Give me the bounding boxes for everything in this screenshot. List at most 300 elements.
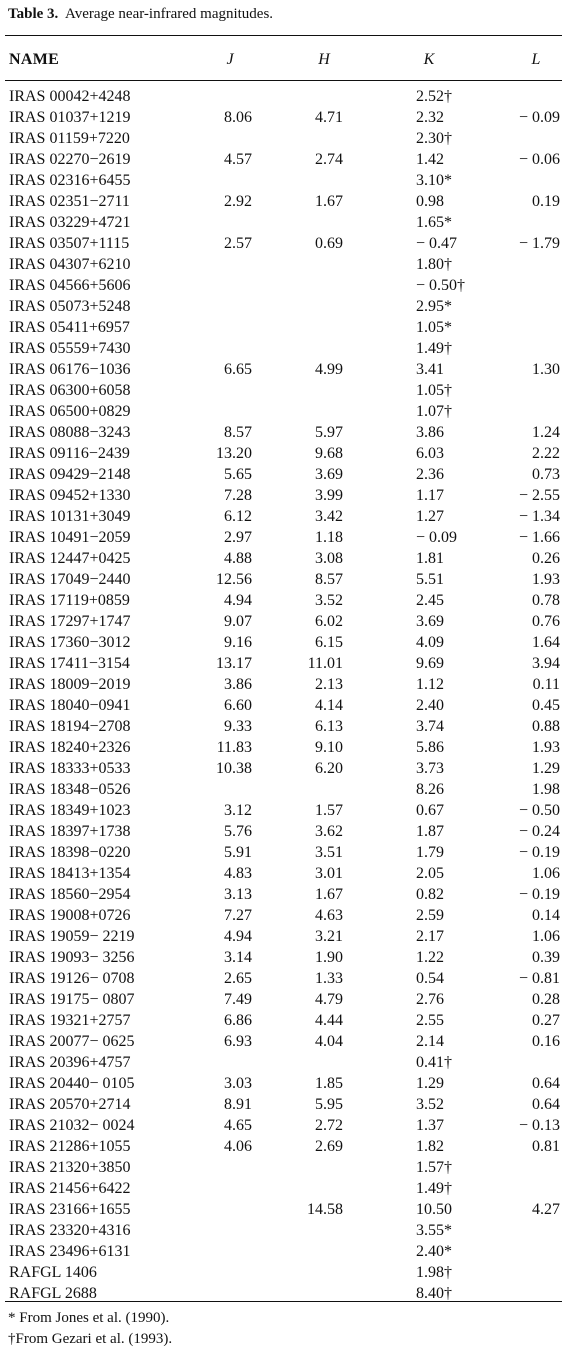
cell-l: 1.29 — [532, 760, 560, 777]
table-row — [0, 821, 570, 842]
cell-l: 0.64 — [532, 1075, 560, 1092]
cell-k: 1.49† — [416, 340, 452, 357]
cell-l: − 1.66 — [518, 529, 560, 546]
cell-h: 3.01 — [315, 865, 343, 882]
cell-k: 4.09 — [416, 634, 444, 651]
cell-h: 3.08 — [315, 550, 343, 567]
table-row — [0, 401, 570, 422]
table-row — [0, 569, 570, 590]
cell-l: 0.28 — [532, 991, 560, 1008]
cell-name: IRAS 10491−2059 — [9, 529, 131, 546]
cell-j: 8.91 — [224, 1096, 252, 1113]
cell-k: 1.79 — [416, 844, 444, 861]
cell-name: IRAS 19093− 3256 — [9, 949, 135, 966]
footnote-mark-dagger: † — [8, 1331, 16, 1347]
cell-l: 0.64 — [532, 1096, 560, 1113]
cell-l: − 0.19 — [518, 886, 560, 903]
cell-name: IRAS 20077− 0625 — [9, 1033, 135, 1050]
cell-k: − 0.47 — [416, 235, 458, 252]
cell-name: IRAS 19321+2757 — [9, 1012, 131, 1029]
cell-j: 3.14 — [224, 949, 252, 966]
cell-k: 2.40* — [416, 1243, 452, 1260]
cell-h: 3.99 — [315, 487, 343, 504]
cell-name: IRAS 19059− 2219 — [9, 928, 135, 945]
table-row — [0, 527, 570, 548]
cell-k: 3.69 — [416, 613, 444, 630]
table-row — [0, 212, 570, 233]
cell-k: 1.07† — [416, 403, 452, 420]
table-row — [0, 632, 570, 653]
table-row — [0, 275, 570, 296]
cell-h: 4.14 — [315, 697, 343, 714]
cell-l: 1.06 — [532, 928, 560, 945]
cell-h: 1.67 — [315, 886, 343, 903]
cell-name: IRAS 06176−1036 — [9, 361, 131, 378]
cell-k: 2.14 — [416, 1033, 444, 1050]
cell-j: 4.94 — [224, 928, 252, 945]
cell-k: 1.37 — [416, 1117, 444, 1134]
table-row — [0, 296, 570, 317]
cell-l: 0.16 — [532, 1033, 560, 1050]
table-row — [0, 716, 570, 737]
cell-l: 1.24 — [532, 424, 560, 441]
cell-j: 4.88 — [224, 550, 252, 567]
cell-k: 8.26 — [416, 781, 444, 798]
cell-k: 3.55* — [416, 1222, 452, 1239]
cell-k: 2.17 — [416, 928, 444, 945]
cell-j: 6.12 — [224, 508, 252, 525]
cell-k: 2.59 — [416, 907, 444, 924]
cell-h: 2.13 — [315, 676, 343, 693]
cell-k: 1.98† — [416, 1264, 452, 1281]
cell-j: 5.76 — [224, 823, 252, 840]
table-row — [0, 1262, 570, 1283]
cell-name: IRAS 19126− 0708 — [9, 970, 135, 987]
cell-j: 3.86 — [224, 676, 252, 693]
cell-h: 6.13 — [315, 718, 343, 735]
cell-h: 6.15 — [315, 634, 343, 651]
cell-name: IRAS 20570+2714 — [9, 1096, 131, 1113]
cell-l: 4.27 — [532, 1201, 560, 1218]
cell-l: 0.19 — [532, 193, 560, 210]
table-row — [0, 1241, 570, 1262]
cell-k: 1.05† — [416, 382, 452, 399]
cell-k: 1.27 — [416, 508, 444, 525]
cell-name: IRAS 21456+6422 — [9, 1180, 131, 1197]
footnote-mark-star: * — [8, 1310, 16, 1326]
table-row — [0, 1115, 570, 1136]
cell-name: IRAS 05411+6957 — [9, 319, 130, 336]
cell-k: 6.03 — [416, 445, 444, 462]
table-row — [0, 191, 570, 212]
cell-h: 5.95 — [315, 1096, 343, 1113]
header-h: H — [318, 51, 330, 68]
cell-k: 1.49† — [416, 1180, 452, 1197]
cell-k: 0.67 — [416, 802, 444, 819]
cell-k: 0.98 — [416, 193, 444, 210]
cell-name: IRAS 05073+5248 — [9, 298, 131, 315]
cell-k: 0.41† — [416, 1054, 452, 1071]
table-row — [0, 485, 570, 506]
cell-name: RAFGL 1406 — [9, 1264, 97, 1281]
table-caption — [8, 5, 273, 23]
cell-k: − 0.50† — [416, 277, 466, 294]
cell-h: 3.51 — [315, 844, 343, 861]
cell-l: − 1.34 — [518, 508, 560, 525]
cell-l: 0.45 — [532, 697, 560, 714]
table-row — [0, 548, 570, 569]
cell-j: 9.33 — [224, 718, 252, 735]
cell-k: 5.51 — [416, 571, 444, 588]
table-row — [0, 674, 570, 695]
cell-name: IRAS 17360−3012 — [9, 634, 131, 651]
header-j: J — [226, 51, 234, 68]
table-row — [0, 968, 570, 989]
cell-h: 9.68 — [315, 445, 343, 462]
header-k: K — [423, 51, 435, 68]
cell-l: 0.11 — [532, 676, 560, 693]
table-row — [0, 1094, 570, 1115]
cell-k: 0.82 — [416, 886, 444, 903]
cell-name: IRAS 17411−3154 — [9, 655, 130, 672]
cell-l: − 0.06 — [518, 151, 560, 168]
cell-j: 6.93 — [224, 1033, 252, 1050]
cell-name: IRAS 03229+4721 — [9, 214, 131, 231]
cell-h: 3.52 — [315, 592, 343, 609]
cell-j: 4.06 — [224, 1138, 252, 1155]
cell-l: − 0.13 — [518, 1117, 560, 1134]
cell-h: 0.69 — [315, 235, 343, 252]
cell-name: IRAS 12447+0425 — [9, 550, 131, 567]
cell-k: 1.65* — [416, 214, 452, 231]
cell-h: 3.62 — [315, 823, 343, 840]
caption-text: Average near-infrared magnitudes. — [64, 6, 274, 22]
cell-l: 0.26 — [532, 550, 560, 567]
cell-h: 4.99 — [315, 361, 343, 378]
table-row — [0, 1031, 570, 1052]
cell-name: IRAS 17049−2440 — [9, 571, 131, 588]
cell-k: 2.36 — [416, 466, 444, 483]
table-row — [0, 107, 570, 128]
cell-h: 2.72 — [315, 1117, 343, 1134]
cell-j: 6.60 — [224, 697, 252, 714]
cell-name: IRAS 04307+6210 — [9, 256, 131, 273]
cell-k: 1.05* — [416, 319, 452, 336]
cell-l: 0.78 — [532, 592, 560, 609]
cell-name: IRAS 23166+1655 — [9, 1201, 131, 1218]
cell-j: 9.16 — [224, 634, 252, 651]
cell-k: 5.86 — [416, 739, 444, 756]
cell-l: − 0.09 — [518, 109, 560, 126]
cell-l: 1.93 — [532, 739, 560, 756]
cell-k: 2.05 — [416, 865, 444, 882]
cell-k: 2.30† — [416, 130, 452, 147]
cell-k: 2.40 — [416, 697, 444, 714]
cell-k: 1.22 — [416, 949, 444, 966]
table-row — [0, 737, 570, 758]
table-row — [0, 905, 570, 926]
cell-h: 2.74 — [315, 151, 343, 168]
cell-h: 1.67 — [315, 193, 343, 210]
footnote-jones — [8, 1308, 172, 1329]
cell-j: 4.57 — [224, 151, 252, 168]
footnotes — [8, 1308, 172, 1350]
cell-h: 3.69 — [315, 466, 343, 483]
cell-name: IRAS 09429−2148 — [9, 466, 131, 483]
cell-j: 3.12 — [224, 802, 252, 819]
cell-k: 2.55 — [416, 1012, 444, 1029]
cell-k: 0.54 — [416, 970, 444, 987]
cell-k: 3.41 — [416, 361, 444, 378]
table-row — [0, 254, 570, 275]
cell-name: IRAS 21032− 0024 — [9, 1117, 135, 1134]
table-row — [0, 380, 570, 401]
cell-name: IRAS 18240+2326 — [9, 739, 131, 756]
cell-l: 2.22 — [532, 445, 560, 462]
table-row — [0, 1220, 570, 1241]
cell-name: IRAS 09452+1330 — [9, 487, 131, 504]
bottom-rule — [5, 1301, 562, 1302]
table-row — [0, 86, 570, 107]
table-row — [0, 884, 570, 905]
cell-j: 5.65 — [224, 466, 252, 483]
table-row — [0, 359, 570, 380]
cell-l: 3.94 — [532, 655, 560, 672]
cell-j: 8.06 — [224, 109, 252, 126]
cell-name: IRAS 18333+0533 — [9, 760, 131, 777]
cell-h: 3.21 — [315, 928, 343, 945]
cell-h: 1.18 — [315, 529, 343, 546]
cell-h: 2.69 — [315, 1138, 343, 1155]
cell-k: 2.45 — [416, 592, 444, 609]
cell-name: IRAS 18348−0526 — [9, 781, 131, 798]
cell-name: IRAS 02270−2619 — [9, 151, 131, 168]
cell-j: 4.94 — [224, 592, 252, 609]
cell-k: 9.69 — [416, 655, 444, 672]
cell-j: 7.49 — [224, 991, 252, 1008]
table-row — [0, 170, 570, 191]
table-row — [0, 128, 570, 149]
header-rule — [5, 80, 562, 81]
cell-h: 1.57 — [315, 802, 343, 819]
cell-j: 11.83 — [216, 739, 252, 756]
cell-k: 1.57† — [416, 1159, 452, 1176]
cell-name: IRAS 06500+0829 — [9, 403, 131, 420]
table-row — [0, 989, 570, 1010]
cell-j: 10.38 — [216, 760, 252, 777]
cell-h: 1.85 — [315, 1075, 343, 1092]
cell-l: − 0.24 — [518, 823, 560, 840]
cell-name: IRAS 18413+1354 — [9, 865, 131, 882]
caption-label: Table 3. — [8, 6, 59, 22]
cell-k: 2.95* — [416, 298, 452, 315]
cell-name: IRAS 06300+6058 — [9, 382, 131, 399]
cell-name: IRAS 18560−2954 — [9, 886, 131, 903]
cell-j: 6.65 — [224, 361, 252, 378]
cell-j: 13.17 — [216, 655, 252, 672]
cell-name: IRAS 23496+6131 — [9, 1243, 131, 1260]
cell-l: 0.27 — [532, 1012, 560, 1029]
cell-k: 3.10* — [416, 172, 452, 189]
cell-l: 1.98 — [532, 781, 560, 798]
table-row — [0, 590, 570, 611]
cell-h: 4.04 — [315, 1033, 343, 1050]
cell-name: IRAS 18349+1023 — [9, 802, 131, 819]
cell-j: 6.86 — [224, 1012, 252, 1029]
table-row — [0, 611, 570, 632]
cell-h: 8.57 — [315, 571, 343, 588]
cell-k: 3.74 — [416, 718, 444, 735]
cell-k: 1.87 — [416, 823, 444, 840]
cell-name: IRAS 09116−2439 — [9, 445, 130, 462]
cell-k: 2.76 — [416, 991, 444, 1008]
cell-l: 0.73 — [532, 466, 560, 483]
cell-name: IRAS 19175− 0807 — [9, 991, 135, 1008]
cell-name: IRAS 18009−2019 — [9, 676, 131, 693]
table-row — [0, 1199, 570, 1220]
footnote-text: From Gezari et al. (1993). — [15, 1331, 173, 1347]
table-row — [0, 149, 570, 170]
table-row — [0, 863, 570, 884]
table-row — [0, 233, 570, 254]
cell-l: 1.06 — [532, 865, 560, 882]
table-row — [0, 317, 570, 338]
cell-h: 1.90 — [315, 949, 343, 966]
table-row — [0, 779, 570, 800]
table-row — [0, 422, 570, 443]
cell-l: 0.81 — [532, 1138, 560, 1155]
cell-name: IRAS 10131+3049 — [9, 508, 131, 525]
cell-h: 1.33 — [315, 970, 343, 987]
table-row — [0, 1157, 570, 1178]
cell-l: 0.76 — [532, 613, 560, 630]
cell-h: 4.44 — [315, 1012, 343, 1029]
cell-name: IRAS 01037+1219 — [9, 109, 131, 126]
cell-k: 1.29 — [416, 1075, 444, 1092]
cell-name: IRAS 21286+1055 — [9, 1138, 131, 1155]
cell-j: 7.27 — [224, 907, 252, 924]
table-row — [0, 1010, 570, 1031]
cell-h: 5.97 — [315, 424, 343, 441]
cell-l: 0.88 — [532, 718, 560, 735]
cell-j: 8.57 — [224, 424, 252, 441]
cell-j: 4.83 — [224, 865, 252, 882]
cell-name: IRAS 18397+1738 — [9, 823, 131, 840]
cell-j: 3.13 — [224, 886, 252, 903]
table-row — [0, 506, 570, 527]
cell-k: 8.40† — [416, 1285, 452, 1302]
cell-h: 11.01 — [307, 655, 343, 672]
cell-k: 1.81 — [416, 550, 444, 567]
cell-k: 3.52 — [416, 1096, 444, 1113]
cell-l: 1.93 — [532, 571, 560, 588]
cell-name: IRAS 03507+1115 — [9, 235, 130, 252]
cell-k: 1.12 — [416, 676, 444, 693]
cell-name: IRAS 18398−0220 — [9, 844, 131, 861]
cell-k: 1.80† — [416, 256, 452, 273]
cell-l: − 0.81 — [518, 970, 560, 987]
cell-name: IRAS 02316+6455 — [9, 172, 131, 189]
cell-l: − 0.19 — [518, 844, 560, 861]
cell-j: 9.07 — [224, 613, 252, 630]
cell-name: IRAS 18040−0941 — [9, 697, 131, 714]
table-row — [0, 653, 570, 674]
cell-j: 13.20 — [216, 445, 252, 462]
cell-k: 10.50 — [416, 1201, 452, 1218]
cell-j: 3.03 — [224, 1075, 252, 1092]
cell-name: IRAS 17297+1747 — [9, 613, 131, 630]
footnote-text: From Jones et al. (1990). — [19, 1310, 170, 1326]
table-row — [0, 926, 570, 947]
table-row — [0, 1073, 570, 1094]
cell-h: 6.20 — [315, 760, 343, 777]
cell-j: 7.28 — [224, 487, 252, 504]
table-row — [0, 338, 570, 359]
cell-j: 2.57 — [224, 235, 252, 252]
cell-j: 12.56 — [216, 571, 252, 588]
cell-k: 1.82 — [416, 1138, 444, 1155]
cell-name: IRAS 19008+0726 — [9, 907, 131, 924]
cell-name: IRAS 00042+4248 — [9, 88, 131, 105]
cell-k: 1.17 — [416, 487, 444, 504]
cell-l: 1.64 — [532, 634, 560, 651]
cell-j: 2.92 — [224, 193, 252, 210]
table-row — [0, 800, 570, 821]
header-name: NAME — [9, 51, 60, 68]
cell-k: 2.32 — [416, 109, 444, 126]
table-row — [0, 1178, 570, 1199]
cell-k: − 0.09 — [416, 529, 458, 546]
table-row — [0, 1052, 570, 1073]
cell-name: IRAS 04566+5606 — [9, 277, 131, 294]
cell-k: 2.52† — [416, 88, 452, 105]
cell-name: IRAS 01159+7220 — [9, 130, 130, 147]
footnote-gezari — [8, 1329, 172, 1350]
cell-h: 3.42 — [315, 508, 343, 525]
table-row — [0, 443, 570, 464]
cell-j: 4.65 — [224, 1117, 252, 1134]
cell-h: 9.10 — [315, 739, 343, 756]
cell-h: 4.79 — [315, 991, 343, 1008]
cell-h: 14.58 — [307, 1201, 343, 1218]
cell-name: IRAS 05559+7430 — [9, 340, 131, 357]
cell-name: IRAS 18194−2708 — [9, 718, 131, 735]
table-row — [0, 1136, 570, 1157]
cell-l: 1.30 — [532, 361, 560, 378]
top-rule — [5, 35, 562, 36]
header-l: L — [531, 51, 541, 68]
cell-name: RAFGL 2688 — [9, 1285, 97, 1302]
cell-k: 1.42 — [416, 151, 444, 168]
cell-l: 0.39 — [532, 949, 560, 966]
cell-j: 2.97 — [224, 529, 252, 546]
cell-l: − 2.55 — [518, 487, 560, 504]
cell-name: IRAS 08088−3243 — [9, 424, 131, 441]
cell-k: 3.86 — [416, 424, 444, 441]
table-row — [0, 695, 570, 716]
cell-name: IRAS 23320+4316 — [9, 1222, 131, 1239]
cell-name: IRAS 17119+0859 — [9, 592, 130, 609]
cell-l: − 0.50 — [518, 802, 560, 819]
table-body — [0, 86, 570, 1304]
cell-name: IRAS 02351−2711 — [9, 193, 130, 210]
cell-name: IRAS 20396+4757 — [9, 1054, 131, 1071]
table-row — [0, 842, 570, 863]
cell-l: − 1.79 — [518, 235, 560, 252]
cell-name: IRAS 20440− 0105 — [9, 1075, 135, 1092]
cell-h: 4.63 — [315, 907, 343, 924]
table-row — [0, 947, 570, 968]
